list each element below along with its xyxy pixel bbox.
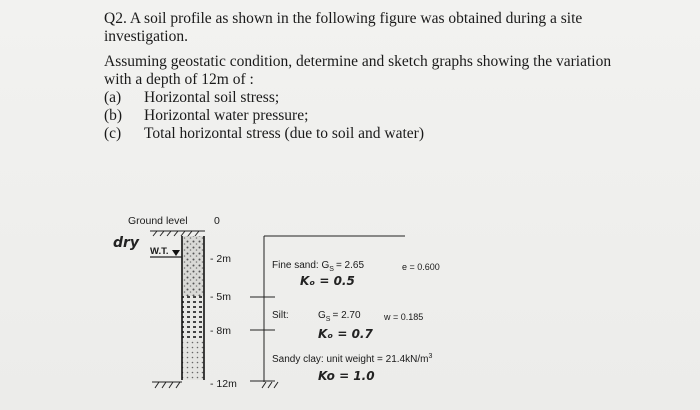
silt-gs: $G_S = 2.70$ (318, 310, 361, 323)
item-a-label: (a) (104, 89, 122, 106)
fine-sand-label: Fine sand: $G_S = 2.65$ (272, 260, 365, 273)
item-a-text: Horizontal soil stress; (144, 89, 280, 106)
sandy-clay-label: Sandy clay: unit weight = $21.4kN/m^3$ (272, 353, 433, 365)
question-intro-line-2: investigation. (104, 28, 188, 45)
ground-surface-hatch (150, 231, 205, 236)
item-c-label: (c) (104, 125, 122, 142)
depth-2m: - 2m (210, 253, 231, 265)
depth-5m: - 5m (210, 291, 231, 303)
sandy-clay-column (182, 340, 204, 380)
sandy-clay-k0: Ko = 1.0 (318, 369, 375, 383)
water-table-icon (172, 250, 180, 256)
silt-column (182, 296, 204, 340)
depth-12m: - 12m (210, 378, 237, 390)
silt-k0: Kₒ = 0.7 (318, 327, 373, 341)
question-task-line-2: with a depth of 12m of : (104, 71, 254, 88)
water-table-label: W.T. (150, 246, 169, 257)
base-hatch-right (262, 382, 278, 388)
silt-label: Silt: (272, 310, 289, 321)
question-task-line-1: Assuming geostatic condition, determine and sketch graphs showing the variation (104, 53, 612, 70)
base-hatch-left (152, 382, 182, 388)
item-b-text: Horizontal water pressure; (144, 107, 309, 124)
fine-sand-k0: Kₒ = 0.5 (300, 274, 355, 288)
zero-depth-label: 0 (214, 215, 220, 227)
dry-annotation: dry (113, 235, 140, 251)
depth-8m: - 8m (210, 325, 231, 337)
fine-sand-void-ratio: e = 0.600 (402, 262, 440, 272)
item-c-text: Total horizontal stress (due to soil and water) (144, 125, 424, 142)
ground-level-label: Ground level (128, 215, 188, 227)
silt-water-content: w = 0.185 (384, 312, 424, 322)
item-b-label: (b) (104, 107, 123, 124)
question-intro-line-1: Q2. A soil profile as shown in the following figure was obtained during a site (104, 10, 583, 27)
